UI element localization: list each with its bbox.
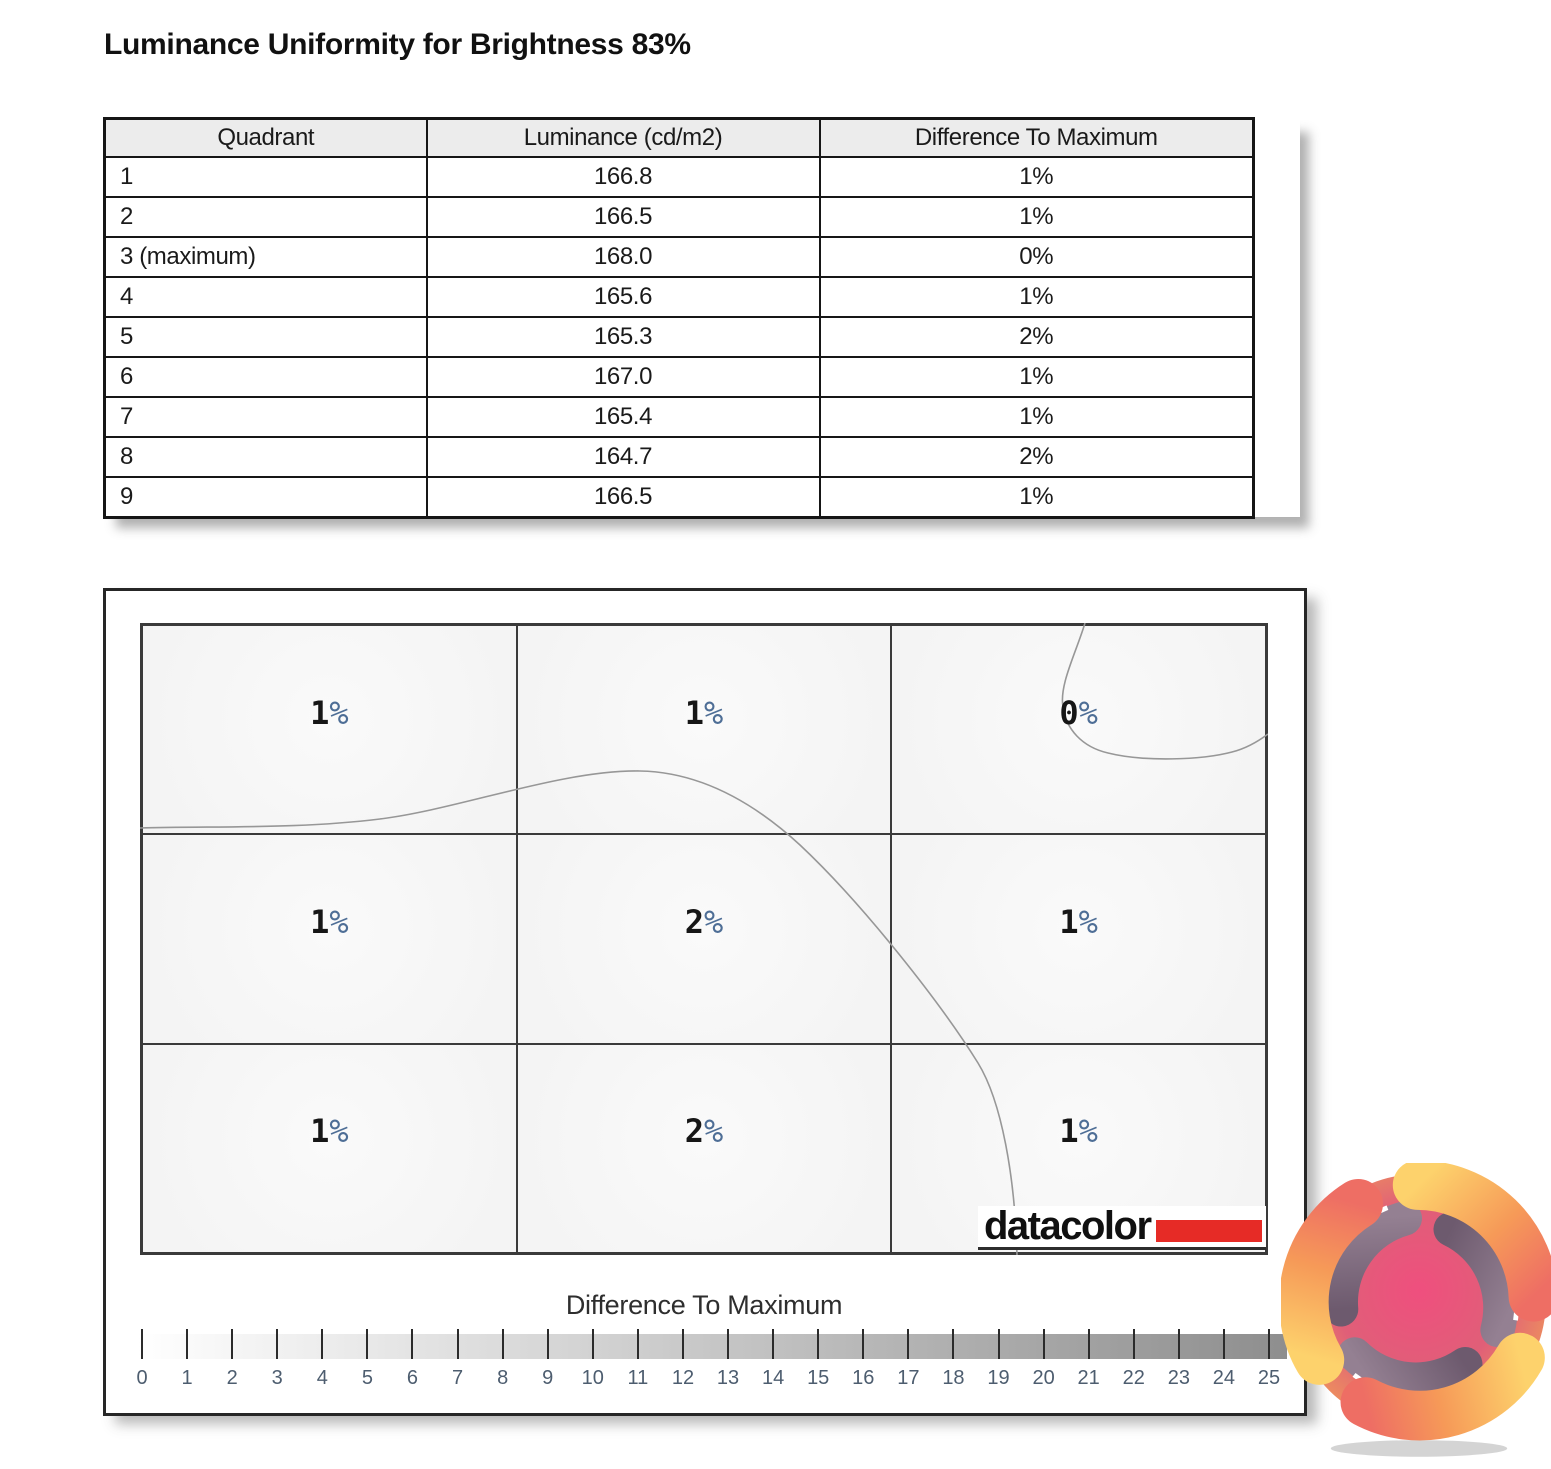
scale-tick	[502, 1329, 504, 1359]
table-cell: 3 (maximum)	[105, 237, 427, 277]
kitguru-swirl-logo	[1281, 1163, 1551, 1465]
uniformity-chart-panel	[103, 588, 1307, 1416]
scale-tick-label: 16	[852, 1367, 875, 1389]
scale-tick-label: 18	[942, 1367, 965, 1389]
table-cell: 2%	[820, 437, 1254, 477]
scale-tick-label: 5	[361, 1367, 373, 1389]
table-row	[105, 197, 1254, 237]
scale-tick	[321, 1329, 323, 1359]
grid-cell-label: 1%	[310, 902, 349, 941]
luminance-table	[103, 117, 1255, 519]
scale-tick-label: 11	[627, 1367, 649, 1389]
scale-tick	[231, 1329, 233, 1359]
quadrant-grid	[140, 623, 1268, 1255]
table-cell: 164.7	[427, 437, 820, 477]
difference-scale	[137, 1329, 1287, 1393]
grid-cell-label: 1%	[1059, 902, 1098, 941]
scale-tick-label: 25	[1257, 1367, 1281, 1389]
scale-tick-label: 23	[1167, 1367, 1190, 1389]
scale-tick-label: 19	[987, 1367, 1010, 1389]
scale-tick	[952, 1329, 954, 1359]
table-cell: 8	[105, 437, 427, 477]
scale-tick	[907, 1329, 909, 1359]
scale-tick	[817, 1329, 819, 1359]
table-cell: 165.3	[427, 317, 820, 357]
table-row	[105, 157, 1254, 197]
page-title: Luminance Uniformity for Brightness 83%	[104, 28, 691, 61]
scale-tick-label: 20	[1032, 1367, 1055, 1389]
column-header: Luminance (cd/m2)	[427, 119, 820, 158]
grid-cell-r2c1	[142, 834, 517, 1043]
scale-tick-label: 13	[716, 1367, 740, 1389]
grid-cell-label: 2%	[684, 902, 724, 941]
grid-cell-label: 2%	[684, 1112, 724, 1151]
table-cell: 9	[105, 477, 427, 518]
datacolor-red-bar	[1156, 1220, 1262, 1242]
scale-tick	[1043, 1329, 1045, 1359]
scale-tick-label: 15	[807, 1367, 830, 1389]
table-cell: 168.0	[427, 237, 820, 277]
table-cell: 1%	[820, 197, 1254, 237]
scale-tick	[592, 1329, 594, 1359]
table-cell: 2%	[820, 317, 1254, 357]
scale-tick-label: 24	[1212, 1367, 1236, 1389]
column-header: Difference To Maximum	[820, 119, 1254, 158]
scale-tick	[772, 1329, 774, 1359]
table-cell: 165.6	[427, 277, 820, 317]
scale-tick	[637, 1329, 639, 1359]
table-cell: 7	[105, 397, 427, 437]
scale-gradient-bar	[137, 1334, 1287, 1359]
scale-tick	[998, 1329, 1000, 1359]
table-cell: 0%	[820, 237, 1254, 277]
table-row	[105, 437, 1254, 477]
scale-tick	[1088, 1329, 1090, 1359]
scale-tick-label: 12	[671, 1367, 695, 1389]
table-header-row	[105, 119, 1254, 158]
scale-tick-label: 14	[761, 1367, 785, 1389]
scale-tick-label: 7	[451, 1367, 464, 1389]
scale-tick-label: 22	[1122, 1367, 1145, 1389]
table-row	[105, 397, 1254, 437]
grid-cell-label: 0%	[1059, 693, 1098, 732]
scale-title: Difference To Maximum	[565, 1290, 843, 1320]
scale-tick-label: 10	[581, 1367, 604, 1389]
scale-tick-label: 4	[316, 1367, 328, 1389]
grid-cell-label: 1%	[310, 693, 349, 732]
scale-tick	[1178, 1329, 1180, 1359]
scale-tick	[366, 1329, 368, 1359]
grid-cell-r3c2	[517, 1044, 892, 1253]
scale-tick	[141, 1329, 143, 1359]
table-cell: 6	[105, 357, 427, 397]
grid-cell-label: 1%	[310, 1112, 349, 1151]
table-cell: 1%	[820, 277, 1254, 317]
grid-cell-r2c2	[517, 834, 892, 1043]
scale-tick	[547, 1329, 549, 1359]
scale-tick-label: 0	[136, 1367, 148, 1389]
grid-cell-r3c1	[142, 1044, 517, 1253]
grid-cell-label: 1%	[684, 693, 724, 732]
grid-cell-r1c2	[517, 625, 892, 834]
scale-tick	[682, 1329, 684, 1359]
grid-cell-r2c3	[891, 834, 1266, 1043]
scale-tick	[1223, 1329, 1225, 1359]
table-cell: 166.5	[427, 197, 820, 237]
table-cell: 2	[105, 197, 427, 237]
table-sheet	[103, 117, 1300, 517]
scale-tick	[1133, 1329, 1135, 1359]
column-header: Quadrant	[105, 119, 427, 158]
grid-cell-r1c3	[891, 625, 1266, 834]
table-cell: 165.4	[427, 397, 820, 437]
scale-tick-label: 21	[1077, 1367, 1100, 1389]
scale-tick	[1268, 1329, 1270, 1359]
scale-tick	[457, 1329, 459, 1359]
table-cell: 1	[105, 157, 427, 197]
table-cell: 166.5	[427, 477, 820, 518]
scale-tick-label: 17	[897, 1367, 920, 1389]
datacolor-logo-text: datacolor	[984, 1204, 1151, 1248]
scale-tick-label: 3	[271, 1367, 283, 1389]
table-cell: 166.8	[427, 157, 820, 197]
table-row	[105, 277, 1254, 317]
table-cell: 1%	[820, 477, 1254, 518]
grid-cell-r1c1	[142, 625, 517, 834]
table-cell: 1%	[820, 397, 1254, 437]
table-cell: 1%	[820, 157, 1254, 197]
scale-tick	[727, 1329, 729, 1359]
table-row	[105, 477, 1254, 518]
table-row	[105, 317, 1254, 357]
scale-tick	[862, 1329, 864, 1359]
grid-cell-label: 1%	[1059, 1112, 1098, 1151]
scale-tick-label: 1	[181, 1367, 193, 1389]
scale-tick	[411, 1329, 413, 1359]
datacolor-logo	[978, 1206, 1266, 1250]
table-cell: 4	[105, 277, 427, 317]
scale-tick-label: 8	[497, 1367, 509, 1389]
scale-tick-label: 6	[406, 1367, 419, 1389]
table-cell: 5	[105, 317, 427, 357]
table-row	[105, 237, 1254, 277]
scale-tick	[276, 1329, 278, 1359]
scale-tick-label: 9	[542, 1367, 554, 1389]
table-cell: 167.0	[427, 357, 820, 397]
scale-tick	[186, 1329, 188, 1359]
table-cell: 1%	[820, 357, 1254, 397]
scale-tick-label: 2	[226, 1367, 238, 1389]
table-row	[105, 357, 1254, 397]
